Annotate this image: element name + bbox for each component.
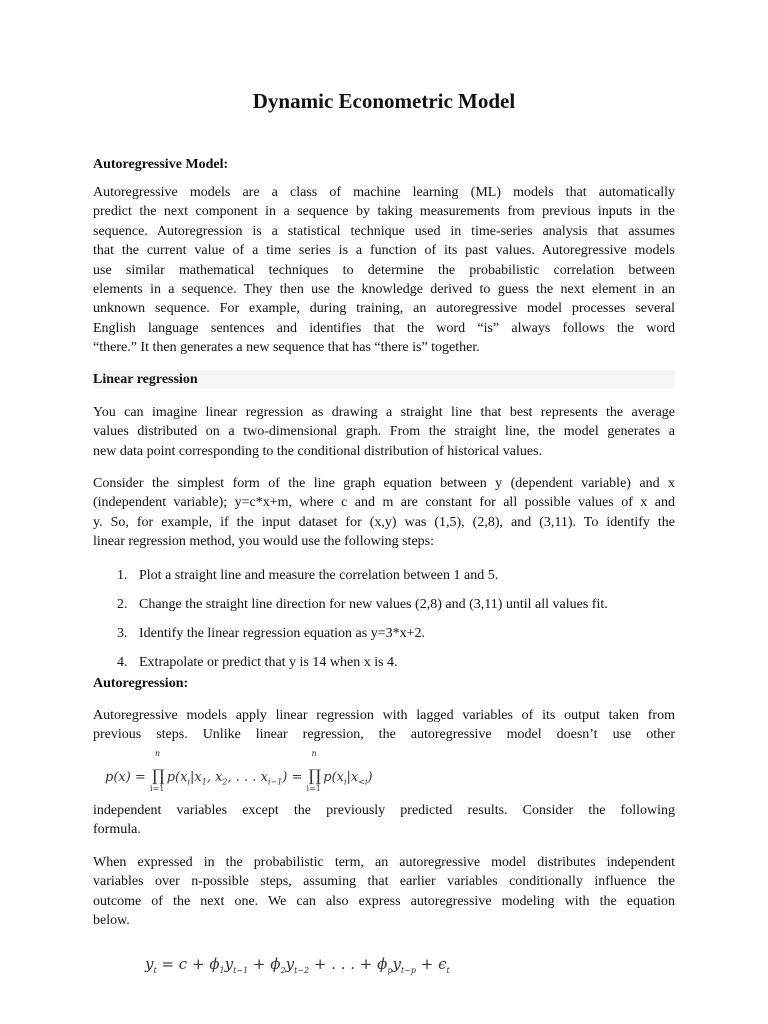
text-line: English language sentences and identifies that the word “is” always follows the word [93,320,675,336]
text-line: outcome of the next one. We can also express autoregressive modeling with the equation [93,893,675,909]
formula-product-probability [105,749,373,793]
formula-subscript: 1 [201,777,207,787]
list-item [93,624,675,653]
paragraph-autoregressive-intro [93,183,675,358]
list-number: 3. [117,626,128,641]
product-upper-limit: n [311,749,317,758]
text-line: elements in a sequence. They then use the knowledge derived to guess the next element in an [93,282,675,298]
list-text: Extrapolate or predict that y is 14 when x is 4. [139,655,398,670]
heading-autoregressive-model: Autoregressive Model: [93,157,229,172]
text-line: sequence. Autoregression is a statistical technique used in time-series analysis that assumes [93,223,675,239]
text-line: new data point corresponding to the conditional distribution of historical values. [93,443,543,459]
formula-term: p(x [323,770,344,785]
list-item [93,566,675,595]
text-line: previous steps. Unlike linear regression, the autoregressive model doesn’t use other [93,727,675,743]
paragraph-autoregression-1 [93,706,675,745]
formula-subscript: 2 [222,777,228,787]
formula-term: = c + ϕ [156,955,220,973]
formula-subscript: 1 [219,966,225,975]
text-line: When expressed in the probabilistic term, an autoregressive model distributes independent [93,855,675,870]
text-line: use similar mathematical techniques to determine the probabilistic correlation between [93,262,675,278]
text-line: values distributed on a two-dimensional graph. From the straight line, the model generates a [93,424,675,440]
list-item [93,595,675,624]
product-lower-limit: i=1 [306,784,321,793]
paragraph-autoregression-3 [93,853,675,931]
product-upper-limit: n [154,749,161,758]
list-text: Identify the linear regression equation as y=3*x+2. [139,626,425,641]
text-line: Autoregressive models apply linear regression with lagged variables of its output taken from [93,708,675,723]
formula-term: , x [206,770,223,785]
text-line: formula. [93,822,141,838]
formula-subscript: i [343,777,347,787]
paragraph-autoregression-2 [93,801,675,840]
list-text: Plot a straight line and measure the correlation between 1 and 5. [139,568,499,583]
text-line: You can imagine linear regression as drawing a straight line that best represents the average [93,405,675,420]
product-symbol: ∏ n i=1 [306,749,322,793]
list-number: 2. [117,597,128,612]
formula-term: y [285,955,295,973]
formula-term: + . . . + ϕ [309,955,388,973]
formula-subscript: <i [358,777,368,787]
formula-term: y [224,955,234,973]
list-text: Change the straight line direction for new values (2,8) and (3,11) until all values fit. [139,597,608,612]
formula-subscript: t−1 [233,966,249,975]
list-number: 4. [117,655,128,670]
formula-term: y [145,955,154,973]
formula-subscript: 2 [280,966,286,975]
text-line: Autoregressive models are a class of machine learning (ML) models that automatically [93,185,675,200]
paragraph-linear-regression-2 [93,474,675,552]
text-line: variables over n-possible steps, assuming that earlier variables conditionally influence the [93,874,675,890]
text-line: below. [93,913,130,929]
text-line: independent variables except the previously predicted results. Consider the following [93,803,675,818]
text-line: “there.” It then generates a new sequence that has “there is” together. [93,340,480,356]
text-line: y. So, for example, if the input dataset for (x,y) was (1,5), (2,8), and (3,11). To identify the [93,514,675,530]
formula-term: |x [346,770,359,785]
text-line: unknown sequence. For example, during training, an autoregressive model processes several [93,301,675,317]
formula-subscript: i [187,777,190,787]
text-line: linear regression method, you would use the following steps: [93,534,434,550]
formula-term: ) [367,770,373,785]
heading-linear-regression: Linear regression [93,370,675,389]
formula-term: + ϕ [248,955,281,973]
formula-term: y [392,955,401,973]
paragraph-linear-regression-1 [93,403,675,461]
steps-list [93,566,675,682]
text-line: Consider the simplest form of the line graph equation between y (dependent variable) and x [93,476,675,491]
heading-autoregression: Autoregression: [93,676,189,691]
formula-subscript: t−2 [294,966,310,975]
product-symbol: ∏ n i=1 [149,749,165,793]
formula-lhs: p(x) = [105,770,146,785]
document-title: Dynamic Econometric Model [252,89,516,113]
formula-term: |x [190,770,202,785]
text-line: (independent variable); y=c*x+m, where c and m are constant for all possible values of x and [93,495,675,511]
product-lower-limit: i=1 [149,784,165,793]
text-line: that the current value of a time series is a function of its past values. Autoregressive models [93,243,675,259]
formula-subscript: t [446,966,450,975]
formula-term: + ϵ [416,955,447,973]
formula-subscript: p [387,966,393,975]
formula-term: ) = [282,770,303,785]
list-number: 1. [117,568,128,583]
formula-term: p(x [166,770,188,785]
formula-subscript: t−p [400,966,417,975]
formula-term: , . . . x [227,770,268,785]
formula-ar-equation [145,955,450,975]
formula-subscript: i−1 [267,777,283,787]
text-line: predict the next component in a sequence by taking measurements from previous inputs in the [93,204,675,220]
formula-subscript: t [153,966,157,975]
